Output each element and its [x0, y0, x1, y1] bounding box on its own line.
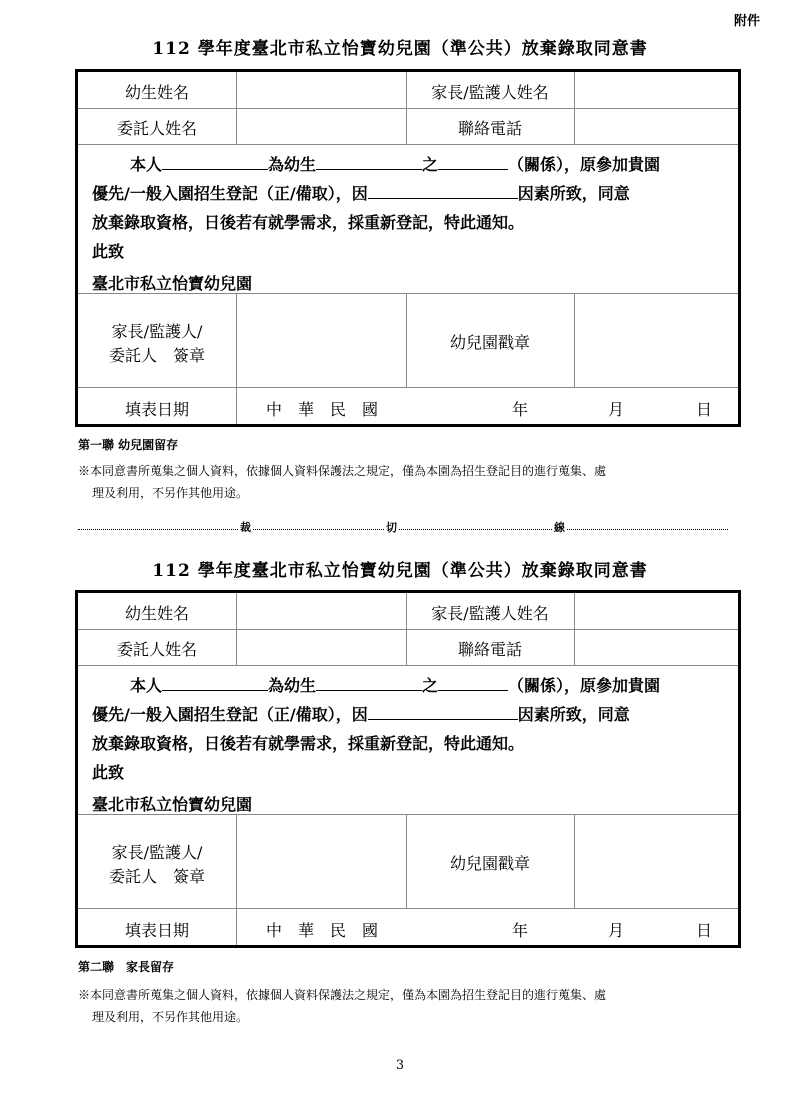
stmt-line5: 臺北市私立怡寶幼兒園 — [92, 795, 253, 814]
stmt-line1-a: 本人 — [130, 155, 163, 174]
privacy-notice-1 — [78, 460, 748, 504]
day-label: 日 — [696, 400, 713, 419]
statement-block — [92, 150, 732, 298]
notice-line2: 理及利用，不另作其他用途。 — [92, 1010, 249, 1024]
page-number: 3 — [395, 1058, 405, 1073]
cut-char-1: 裁 — [240, 521, 251, 534]
attachment-label: 附件 — [733, 14, 760, 29]
stmt-line1-c: 之 — [422, 676, 439, 695]
cut-char-2: 切 — [386, 521, 397, 534]
statement-block — [92, 671, 732, 819]
stmt-line1-b: 為幼生 — [268, 676, 317, 695]
day-label: 日 — [696, 921, 713, 940]
sign-label — [78, 841, 236, 889]
year-label: 年 — [512, 400, 529, 419]
phone-label: 聯絡電話 — [457, 640, 522, 659]
stmt-line1-a: 本人 — [130, 676, 163, 695]
stmt-line1-c: 之 — [422, 155, 439, 174]
blank-reason — [368, 719, 518, 720]
notice-line1: ※本同意書所蒐集之個人資料，依據個人資料保護法之規定，僅為本園為招生登記目的進行蒐集、處 — [78, 988, 607, 1002]
stmt-line5: 臺北市私立怡寶幼兒園 — [92, 274, 253, 293]
month-label: 月 — [608, 400, 625, 419]
copy2-label: 第二聯 家長留存 — [78, 960, 175, 974]
form-table-2 — [75, 590, 741, 948]
agent-name-label: 委託人姓名 — [116, 640, 197, 659]
notice-line1: ※本同意書所蒐集之個人資料，依據個人資料保護法之規定，僅為本園為招生登記目的進行蒐集、處 — [78, 464, 607, 478]
year-label: 年 — [512, 921, 529, 940]
stmt-line2-b: 因素所致，同意 — [517, 705, 630, 724]
blank-relation — [438, 169, 508, 170]
stmt-line4: 此致 — [92, 763, 125, 782]
cut-char-3: 線 — [554, 521, 565, 534]
stmt-line2-a: 優先/一般入園招生登記（正/備取），因 — [92, 705, 368, 724]
cut-line — [78, 520, 728, 534]
blank-relation — [438, 690, 508, 691]
sign-label-line1: 家長/監護人/ — [111, 843, 203, 862]
form-title-2: 112 學年度臺北市私立怡寶幼兒園（準公共）放棄錄取同意書 — [152, 561, 648, 581]
form-table-1 — [75, 69, 741, 427]
stmt-line1-d: （關係），原參加貴園 — [508, 676, 661, 695]
date-label: 填表日期 — [124, 400, 189, 419]
child-name-label: 幼生姓名 — [124, 604, 189, 623]
stamp-label: 幼兒園戳章 — [449, 333, 530, 352]
stmt-line4: 此致 — [92, 242, 125, 261]
sign-label — [78, 320, 236, 368]
month-label: 月 — [608, 921, 625, 940]
sign-label-line1: 家長/監護人/ — [111, 322, 203, 341]
stamp-label: 幼兒園戳章 — [449, 854, 530, 873]
blank-child-name — [316, 169, 422, 170]
guardian-name-label: 家長/監護人姓名 — [431, 604, 549, 623]
guardian-name-label: 家長/監護人姓名 — [431, 83, 549, 102]
era-label: 中 華 民 國 — [266, 400, 379, 419]
copy1-label: 第一聯 幼兒園留存 — [78, 438, 179, 452]
blank-reason — [368, 198, 518, 199]
blank-child-name — [316, 690, 422, 691]
stmt-line1-b: 為幼生 — [268, 155, 317, 174]
stmt-line1-d: （關係），原參加貴園 — [508, 155, 661, 174]
stmt-line3: 放棄錄取資格，日後若有就學需求，採重新登記，特此通知。 — [92, 213, 525, 232]
child-name-label: 幼生姓名 — [124, 83, 189, 102]
stmt-line2-a: 優先/一般入園招生登記（正/備取），因 — [92, 184, 368, 203]
sign-label-line2: 委託人 簽章 — [108, 346, 205, 365]
blank-self-name — [162, 169, 268, 170]
notice-line2: 理及利用，不另作其他用途。 — [92, 486, 249, 500]
stmt-line3: 放棄錄取資格，日後若有就學需求，採重新登記，特此通知。 — [92, 734, 525, 753]
agent-name-label: 委託人姓名 — [116, 119, 197, 138]
stmt-line2-b: 因素所致，同意 — [517, 184, 630, 203]
form-title-1: 112 學年度臺北市私立怡寶幼兒園（準公共）放棄錄取同意書 — [152, 39, 648, 59]
blank-self-name — [162, 690, 268, 691]
phone-label: 聯絡電話 — [457, 119, 522, 138]
privacy-notice-2 — [78, 984, 748, 1028]
era-label: 中 華 民 國 — [266, 921, 379, 940]
sign-label-line2: 委託人 簽章 — [108, 867, 205, 886]
date-label: 填表日期 — [124, 921, 189, 940]
